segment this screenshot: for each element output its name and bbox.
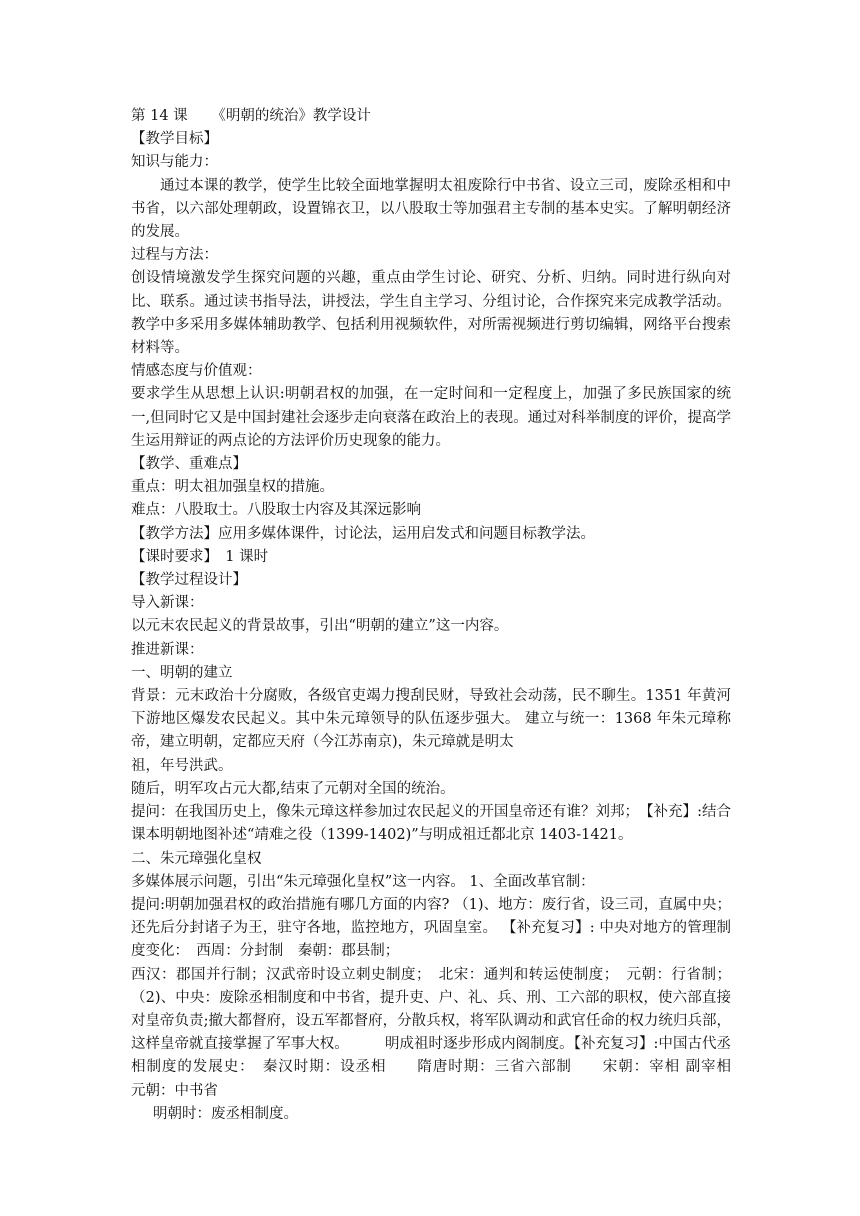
paragraph-central-measures: 西汉：郡国并行制；汉武帝时设立刺史制度； 北宋：通判和转运使制度； 元朝：行省制；（2)、中央：废除丞相制度和中书省，提升吏、户、礼、兵、刑、工六部的职权，使六部直接对皇帝负责;撤大都督府，设五军都督府，分散兵权，将军队调动和武官任命的权力统归兵部，这样皇帝就直接掌握了军事大权。 明成祖时逐步形成内阁制度。【补充复习】:中国古代丞相制度的发展史： 秦汉时期：设丞相 隋唐时期：三省六部制 宋朝：宰相 副宰相 元朝：中书省 [131, 966, 760, 1099]
paragraph-ming-abolish: 明朝时：废丞相制度。 [153, 1105, 298, 1122]
teaching-method-line: 【教学方法】应用多媒体课件，讨论法，运用启发式和问题目标教学法。 [131, 525, 595, 542]
subheading-new-lesson: 推进新课： [131, 641, 204, 658]
subheading-values: 情感态度与价值观： [131, 363, 262, 380]
subheading-ming-founding: 一、明朝的建立 [131, 664, 233, 681]
subheading-knowledge: 知识与能力： [131, 154, 218, 171]
paragraph-question-liubang: 提问：在我国历史上，像朱元璋这样参加过农民起义的开国皇帝还有谁？刘邦； 【补充】:结合课本明朝地图补述“靖难之役（1399-1402)”与明成祖迁都北京 1403-1421。 [131, 804, 731, 844]
class-hours-line: 【课时要求】 1 课时 [131, 548, 269, 565]
paragraph-values: 要求学生从思想上认识:明朝君权的加强，在一定时间和一定程度上，加强了多民族国家的统一,但同时它又是中国封建社会逐步走向衰落在政治上的表现。通过对科举制度的评价，提高学生运用辩证的两点论的方法评价历史现象的能力。 [131, 386, 731, 449]
paragraph-intro: 以元末农民起义的背景故事，引出“明朝的建立”这一内容。 [131, 618, 509, 635]
subheading-process: 过程与方法： [131, 247, 218, 264]
difficult-point-line: 难点：八股取士。八股取士内容及其深远影响 [131, 502, 421, 519]
paragraph-background: 背景：元末政治十分腐败，各级官吏竭力搜刮民财，导致社会动荡，民不聊生。1351 年黄河下游地区爆发农民起义。其中朱元璋领导的队伍逐步强大。 建立与统一：1368 年朱元璋称帝，建立明朝，定都应天府（今江苏南京)，朱元璋就是明太 [131, 688, 731, 751]
subheading-intro: 导入新课： [131, 595, 204, 612]
paragraph-multimedia: 多媒体展示问题，引出“朱元璋强化皇权”这一内容。 1、全面改革官制： [131, 873, 595, 890]
section-heading-key-points: 【教学、重难点】 [131, 456, 247, 473]
paragraph-local-measures: 提问:明朝加强君权的政治措施有哪几方面的内容? （1)、地方：废行省，设三司，直属中央；还先后分封诸子为王，驻守各地，监控地方，巩固皇室。 【补充复习】: 中央对地方的管理制度变化： 西周：分封制 秦朝：郡县制； [131, 896, 731, 960]
key-point-line: 重点：明太祖加强皇权的措施。 [131, 479, 334, 496]
paragraph-reign-title: 祖，年号洪武。 [131, 757, 233, 774]
paragraph-knowledge: 通过本课的教学，使学生比较全面地掌握明太祖废除行中书省、设立三司，废除丞相和中书省，以六部处理朝政，设置锦衣卫，以八股取士等加强君主专制的基本史实。了解明朝经济的发展。 [131, 177, 731, 241]
document-title: 第 14 课 《明朝的统治》教学设计 [131, 108, 371, 124]
document-page [131, 105, 760, 1126]
paragraph-yuan-end: 随后，明军攻占元大都,结束了元朝对全国的统治。 [131, 780, 455, 797]
section-heading-process-design: 【教学过程设计】 [131, 572, 247, 589]
paragraph-process: 创设情境激发学生探究问题的兴趣，重点由学生讨论、研究、分析、归纳。同时进行纵向对比、联系。通过读书指导法，讲授法，学生自主学习、分组讨论，合作探究来完成教学活动。教学中多采用多媒体辅助教学、包括利用视频软件，对所需视频进行剪切编辑，网络平台搜索材料等。 [131, 270, 731, 357]
section-heading-objectives: 【教学目标】 [131, 131, 218, 148]
subheading-imperial-power: 二、朱元璋强化皇权 [131, 850, 262, 867]
